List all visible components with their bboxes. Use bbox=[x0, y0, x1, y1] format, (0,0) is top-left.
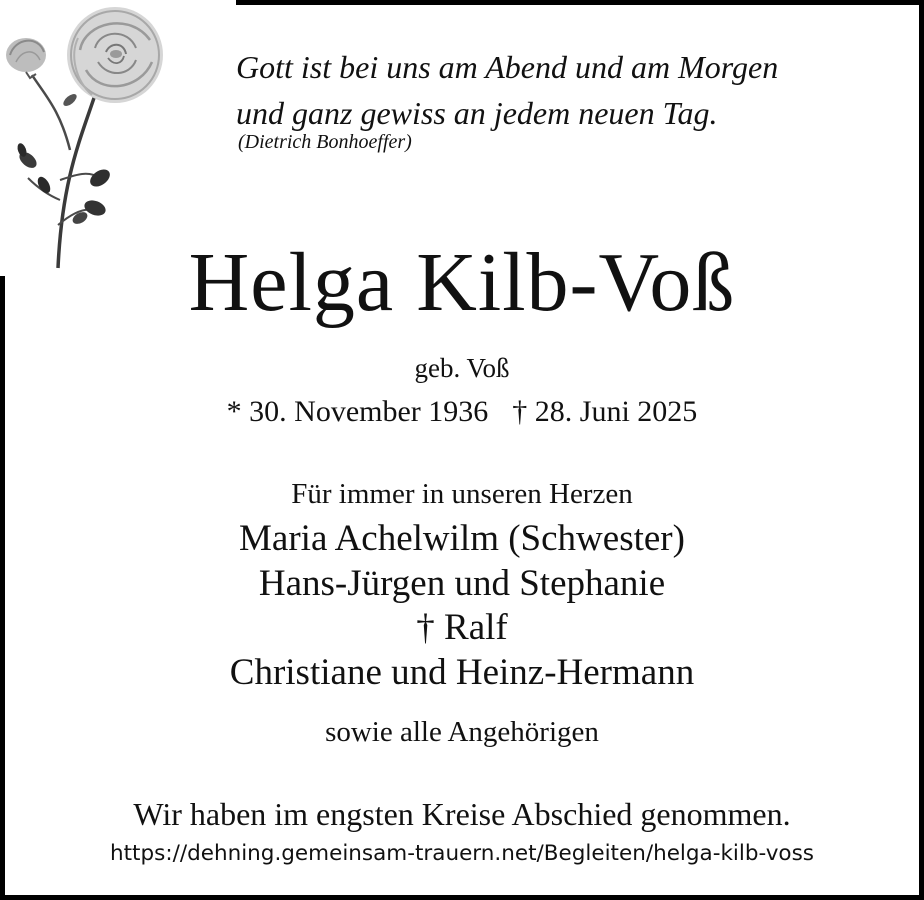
quote-author: (Dietrich Bonhoeffer) bbox=[238, 131, 412, 153]
mourners-intro: Für immer in unseren Herzen bbox=[291, 478, 633, 510]
birth-date: * 30. November 1936 bbox=[226, 395, 489, 428]
farewell-text: Wir haben im engsten Kreise Abschied genommen. bbox=[133, 796, 791, 832]
family-member: † Ralf bbox=[416, 607, 508, 648]
family-member: Hans-Jürgen und Stephanie bbox=[258, 562, 666, 604]
border-right bbox=[919, 0, 924, 900]
border-bottom bbox=[0, 895, 924, 900]
mourners-family bbox=[0, 517, 924, 695]
deceased-name: Helga Kilb-Voß bbox=[188, 236, 736, 329]
mourners-others: sowie alle Angehörigen bbox=[325, 716, 599, 748]
memorial-link[interactable]: https://dehning.gemeinsam-trauern.net/Begleiten/helga-kilb-voss bbox=[110, 841, 814, 866]
death-date: † 28. Juni 2025 bbox=[512, 395, 698, 428]
border-top bbox=[236, 0, 924, 5]
life-dates bbox=[0, 392, 924, 432]
quote-line: und ganz gewiss an jedem neuen Tag. bbox=[236, 95, 718, 131]
quote-line: Gott ist bei uns am Abend und am Morgen bbox=[236, 49, 779, 85]
quote-text bbox=[236, 44, 896, 136]
birth-name: geb. Voß bbox=[414, 353, 510, 383]
family-member: Maria Achelwilm (Schwester) bbox=[239, 518, 685, 559]
family-member: Christiane und Heinz-Hermann bbox=[229, 651, 695, 693]
